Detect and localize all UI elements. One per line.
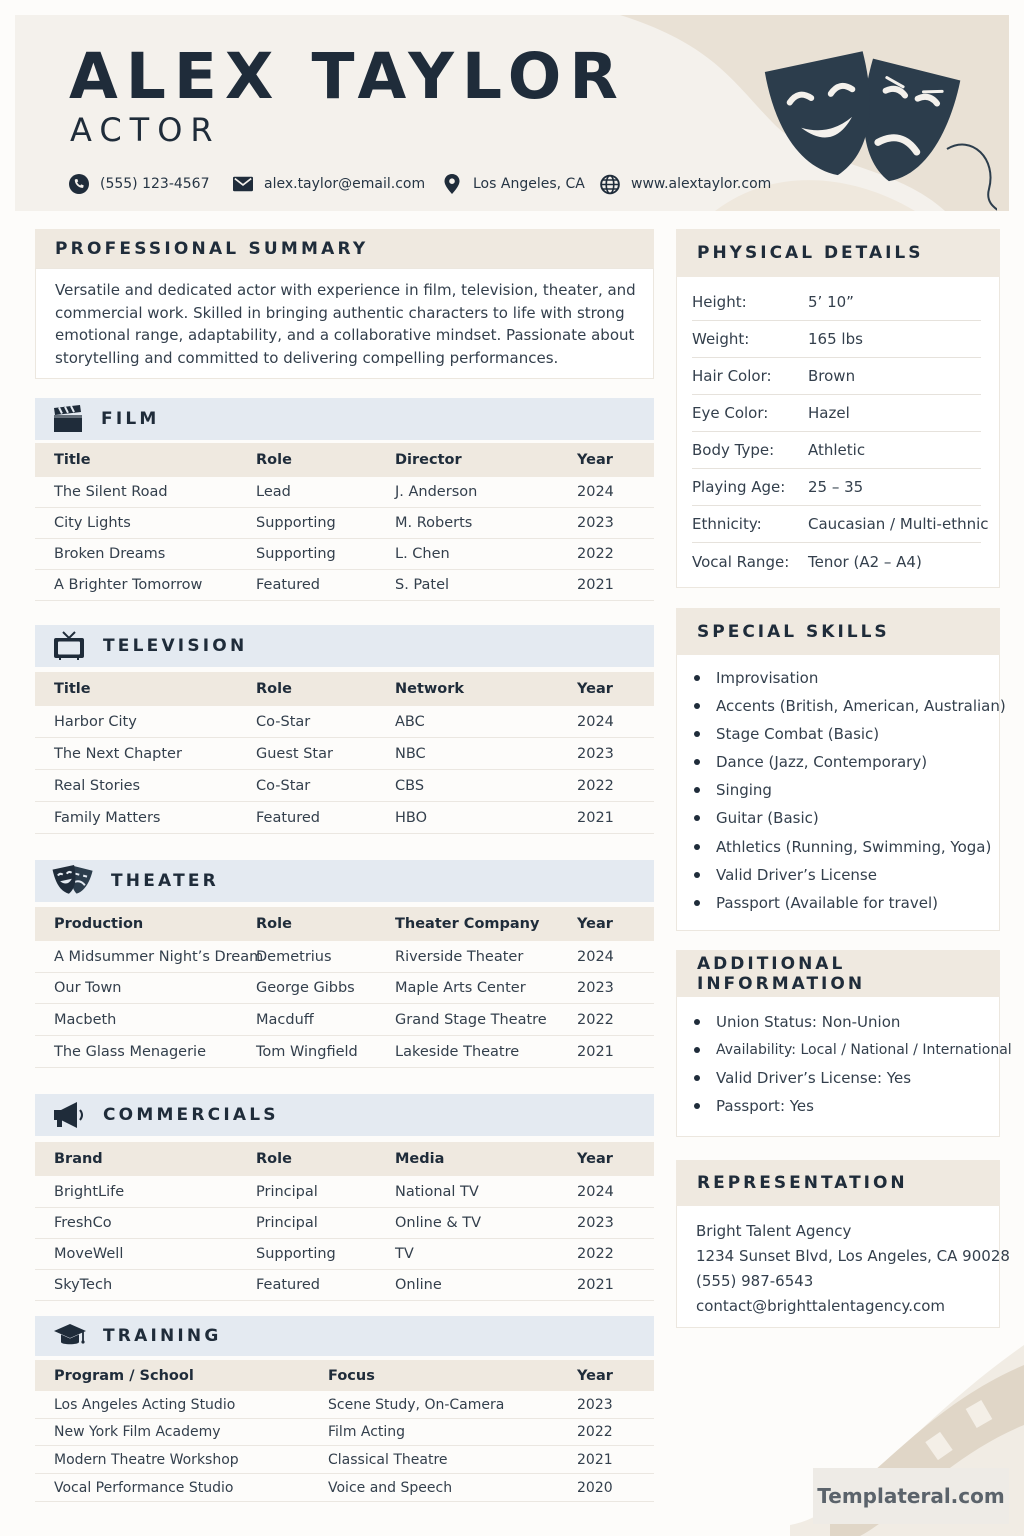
- phone-text: (555) 123-4567: [100, 176, 210, 192]
- location-text: Los Angeles, CA: [473, 176, 585, 192]
- list-item: Accents (British, American, Australian): [692, 692, 1006, 720]
- physical-row-ethnicity: Ethnicity: Caucasian / Multi-ethnic: [692, 506, 981, 543]
- film-table-header: Title Role Director Year: [35, 443, 654, 477]
- list-item: Union Status: Non-Union: [692, 1008, 900, 1036]
- summary-box: [35, 268, 654, 379]
- candidate-name: ALEX TAYLOR: [69, 40, 626, 113]
- commercials-heading: COMMERCIALS: [35, 1094, 654, 1136]
- table-row: The Silent Road Lead J. Anderson 2024: [35, 477, 654, 508]
- representation-heading: REPRESENTATION: [676, 1160, 1000, 1206]
- table-row: City Lights Supporting M. Roberts 2023: [35, 508, 654, 539]
- physical-row-age: Playing Age: 25 – 35: [692, 469, 981, 506]
- list-item: Dance (Jazz, Contemporary): [692, 748, 927, 776]
- list-item: Improvisation: [692, 664, 818, 692]
- television-table-header: Title Role Network Year: [35, 672, 654, 706]
- physical-row-weight: Weight: 165 lbs: [692, 321, 981, 358]
- table-row: A Brighter Tomorrow Featured S. Patel 2021: [35, 570, 654, 601]
- contact-website[interactable]: [600, 173, 771, 195]
- table-row: Los Angeles Acting Studio Scene Study, On-Camera 2023: [35, 1391, 654, 1419]
- list-item: Stage Combat (Basic): [692, 720, 879, 748]
- globe-icon: [600, 174, 620, 194]
- location-icon: [442, 174, 462, 194]
- table-row: Harbor City Co-Star ABC 2024: [35, 706, 654, 738]
- physical-row-vocal: Vocal Range: Tenor (A2 – A4): [692, 552, 922, 571]
- summary-heading: PROFESSIONAL SUMMARY: [35, 229, 654, 269]
- table-row: Broken Dreams Supporting L. Chen 2022: [35, 539, 654, 570]
- list-item: Singing: [692, 776, 772, 804]
- table-row: The Next Chapter Guest Star NBC 2023: [35, 738, 654, 770]
- table-row: Macbeth Macduff Grand Stage Theatre 2022: [35, 1004, 654, 1036]
- table-row: MoveWell Supporting TV 2022: [35, 1239, 654, 1270]
- agency-email[interactable]: contact@brighttalentagency.com: [696, 1296, 945, 1315]
- physical-row-eye: Eye Color: Hazel: [692, 395, 981, 432]
- physical-row-height: Height: 5’ 10”: [692, 284, 981, 321]
- physical-row-body: Body Type: Athletic: [692, 432, 981, 469]
- contact-phone[interactable]: [69, 173, 210, 195]
- email-icon: [233, 174, 253, 194]
- header: [15, 15, 1009, 211]
- agency-name: Bright Talent Agency: [696, 1221, 852, 1240]
- graduation-cap-icon: [52, 1322, 88, 1350]
- physical-row-hair: Hair Color: Brown: [692, 358, 981, 395]
- website-text: www.alextaylor.com: [631, 176, 772, 192]
- physical-details-heading: PHYSICAL DETAILS: [676, 229, 1000, 277]
- table-row: SkyTech Featured Online 2021: [35, 1270, 654, 1301]
- theater-table-header: Production Role Theater Company Year: [35, 907, 654, 941]
- contact-email[interactable]: [233, 173, 425, 195]
- megaphone-icon: [52, 1100, 86, 1130]
- list-item: Passport: Yes: [692, 1092, 814, 1120]
- list-item: Guitar (Basic): [692, 804, 819, 832]
- commercials-table-header: Brand Role Media Year: [35, 1142, 654, 1176]
- table-row: New York Film Academy Film Acting 2022: [35, 1419, 654, 1446]
- film-heading: FILM: [35, 398, 654, 440]
- candidate-title: ACTOR: [70, 111, 221, 149]
- theater-masks-icon: [757, 39, 997, 211]
- tv-icon: [52, 630, 86, 662]
- list-item: Availability: Local / National / International: [692, 1036, 1012, 1064]
- theater-masks-icon: [52, 864, 94, 898]
- summary-text: Versatile and dedicated actor with experience in film, television, theater, and commercial work. Skilled in bringing authentic characters to life with strong emotional range, adaptability, and a collaborative mindset. Passionate about storytelling and committed to delivering compelling performances.: [55, 281, 636, 367]
- table-row: Modern Theatre Workshop Classical Theatre 2021: [35, 1446, 654, 1474]
- television-heading: TELEVISION: [35, 625, 654, 667]
- table-row: Family Matters Featured HBO 2021: [35, 802, 654, 834]
- training-table-header: Program / School Focus Year: [35, 1360, 654, 1391]
- list-item: Athletics (Running, Swimming, Yoga): [692, 833, 991, 861]
- table-row: A Midsummer Night’s Dream Demetrius Riverside Theater 2024: [35, 941, 654, 973]
- contact-location: [442, 173, 585, 195]
- table-row: Real Stories Co-Star CBS 2022: [35, 770, 654, 802]
- agency-phone[interactable]: (555) 987-6543: [696, 1271, 814, 1290]
- special-skills-heading: SPECIAL SKILLS: [676, 608, 1000, 655]
- table-row: The Glass Menagerie Tom Wingfield Lakeside Theatre 2021: [35, 1036, 654, 1068]
- theater-heading: THEATER: [35, 860, 654, 902]
- training-heading: TRAINING: [35, 1316, 654, 1356]
- table-row: BrightLife Principal National TV 2024: [35, 1176, 654, 1208]
- list-item: Valid Driver’s License: [692, 861, 877, 889]
- agency-address: 1234 Sunset Blvd, Los Angeles, CA 90028: [696, 1246, 1010, 1265]
- email-text: alex.taylor@email.com: [264, 176, 426, 192]
- table-row: FreshCo Principal Online & TV 2023: [35, 1208, 654, 1239]
- list-item: Passport (Available for travel): [692, 889, 938, 917]
- watermark: Templateral.com: [813, 1468, 1009, 1524]
- table-row: Vocal Performance Studio Voice and Speech 2020: [35, 1474, 654, 1502]
- list-item: Valid Driver’s License: Yes: [692, 1064, 911, 1092]
- phone-icon: [69, 174, 89, 194]
- clapperboard-icon: [52, 404, 84, 434]
- additional-info-heading: ADDITIONAL INFORMATION: [676, 950, 1000, 997]
- table-row: Our Town George Gibbs Maple Arts Center 2023: [35, 973, 654, 1004]
